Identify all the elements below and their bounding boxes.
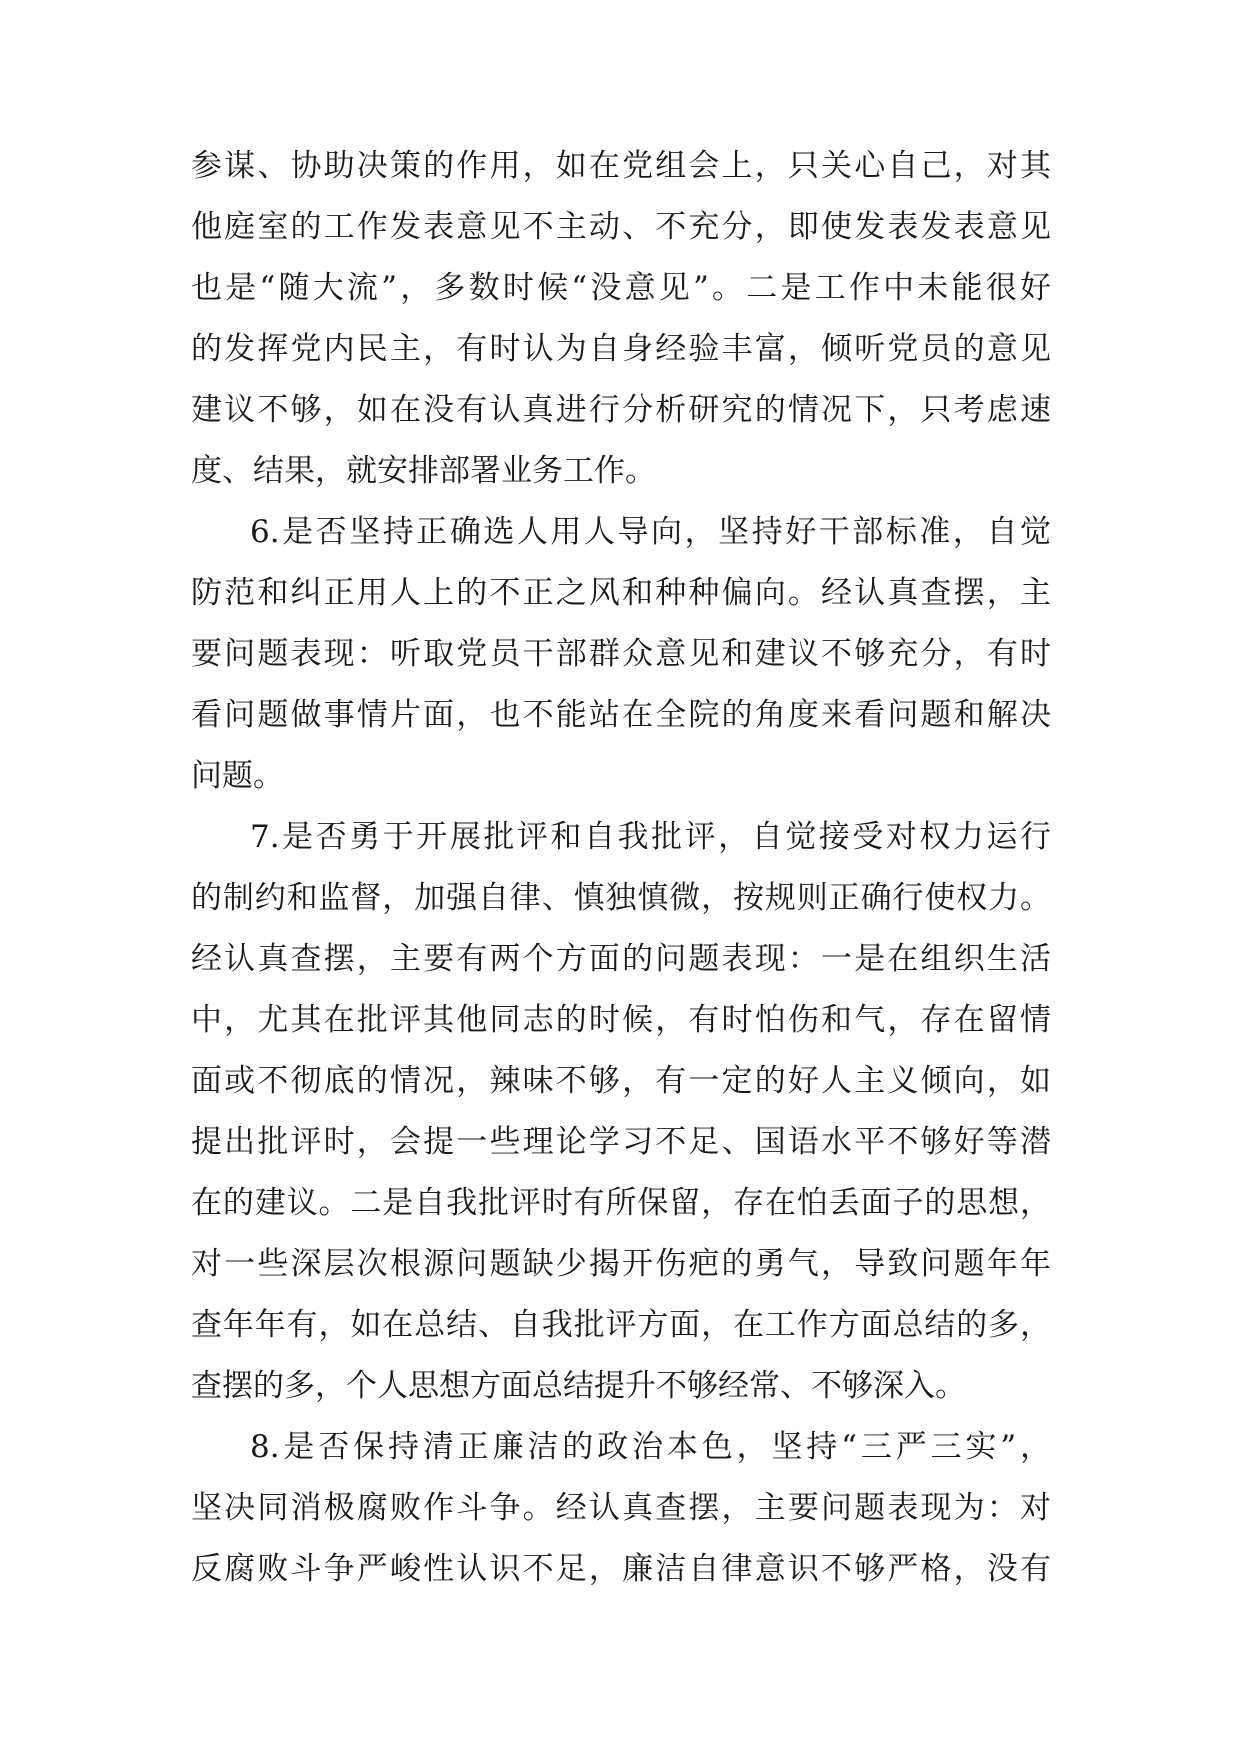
text-line: 度、结果，就安排部署业务工作。 (191, 453, 656, 489)
text-line: 中，尤其在批评其他同志的时候，有时怕伤和气，存在留情 (191, 1002, 1051, 1038)
text-line: 看问题做事情片面，也不能站在全院的角度来看问题和解决 (191, 697, 1051, 733)
text-line: 对一些深层次根源问题缺少揭开伤疤的勇气，导致问题年年 (191, 1246, 1051, 1282)
text-line: 参谋、协助决策的作用，如在党组会上，只关心自己，对其 (191, 148, 1051, 184)
paragraph-6-heading-line: 6.是否坚持正确选人用人导向，坚持好干部标准，自觉 (250, 514, 1051, 550)
text-line: 也是“随大流”，多数时候“没意见”。二是工作中未能很好 (191, 270, 1051, 306)
text-line: 建议不够，如在没有认真进行分析研究的情况下，只考虑速 (191, 392, 1051, 428)
text-line: 在的建议。二是自我批评时有所保留，存在怕丢面子的思想， (191, 1185, 1051, 1221)
paragraph-8-heading-line: 8.是否保持清正廉洁的政治本色，坚持“三严三实”， (250, 1429, 1051, 1465)
text-line: 经认真查摆，主要有两个方面的问题表现：一是在组织生活 (191, 941, 1051, 977)
paragraph-7-heading-line: 7.是否勇于开展批评和自我批评，自觉接受对权力运行 (250, 819, 1051, 855)
text-line: 他庭室的工作发表意见不主动、不充分，即使发表发表意见 (191, 209, 1051, 245)
text-line: 提出批评时，会提一些理论学习不足、国语水平不够好等潜 (191, 1124, 1051, 1160)
text-line: 要问题表现：听取党员干部群众意见和建议不够充分，有时 (191, 636, 1051, 672)
text-line: 防范和纠正用人上的不正之风和种种偏向。经认真查摆，主 (191, 575, 1051, 611)
text-line: 的制约和监督，加强自律、慎独慎微，按规则正确行使权力。 (191, 880, 1051, 916)
text-line: 查摆的多，个人思想方面总结提升不够经常、不够深入。 (191, 1368, 966, 1404)
text-line: 的发挥党内民主，有时认为自身经验丰富，倾听党员的意见 (191, 331, 1051, 367)
text-line: 反腐败斗争严峻性认识不足，廉洁自律意识不够严格，没有 (191, 1551, 1051, 1587)
text-line: 面或不彻底的情况，辣味不够，有一定的好人主义倾向，如 (191, 1063, 1051, 1099)
text-line: 坚决同消极腐败作斗争。经认真查摆，主要问题表现为：对 (191, 1490, 1051, 1526)
text-line: 查年年有，如在总结、自我批评方面，在工作方面总结的多， (191, 1307, 1051, 1343)
text-line: 问题。 (191, 758, 284, 794)
